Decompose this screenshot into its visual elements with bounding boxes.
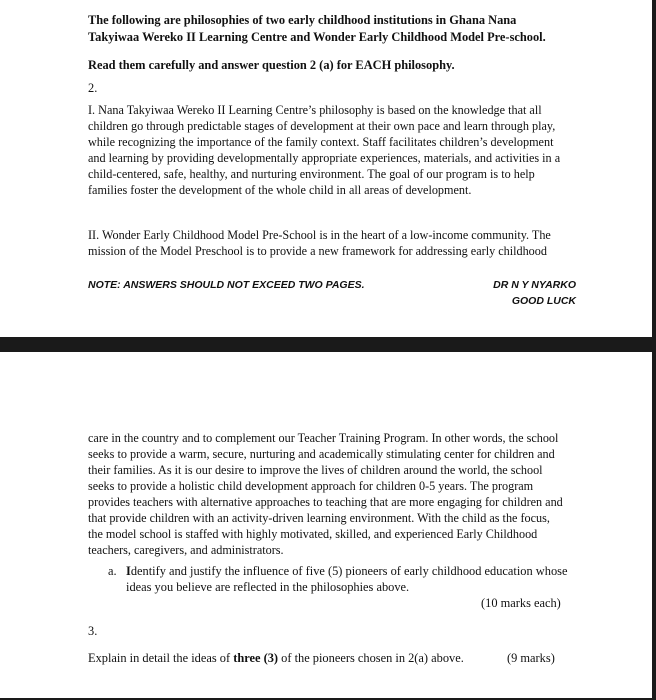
paragraph-line: provides teachers with alternative approaches to teaching that are more engaging for children and	[88, 495, 563, 509]
signature-wish: GOOD LUCK	[511, 295, 576, 307]
paragraph-line: teachers, caregivers, and administrators.	[88, 543, 284, 557]
part-a-rest: dentify and justify the influence of five (5) pioneers of early childhood education whose	[130, 564, 568, 578]
signature-name: DR N Y NYARKO	[493, 279, 576, 291]
question-3-marks: (9 marks)	[507, 651, 555, 665]
part-a-label: a.	[108, 564, 117, 578]
paragraph-line: seeks to provide a warm, secure, nurturing and academically stimulating center for children and	[88, 447, 555, 461]
paragraph-line: while recognizing the importance of the family context. Staff facilitates children’s development	[88, 135, 554, 149]
note-text: NOTE: ANSWERS SHOULD NOT EXCEED TWO PAGES.	[88, 279, 365, 291]
question-3-suffix: of the pioneers chosen in 2(a) above.	[278, 651, 464, 665]
question-3-bold: three (3)	[233, 651, 279, 665]
paragraph-line: that provide children with an activity-driven learning environment. With the child as the focus,	[88, 511, 550, 525]
paragraph-line: mission of the Model Preschool is to provide a new framework for addressing early childhood	[88, 244, 547, 258]
question-2-number: 2.	[88, 81, 98, 95]
paragraph-line: seeks to provide a holistic child development approach for children 0-5 years. The program	[88, 479, 534, 493]
paragraph-line: child-centered, safe, healthy, and nurturing environment. The goal of our program is to help	[88, 167, 535, 181]
question-3-text	[88, 650, 464, 666]
philosophy-one-paragraph	[88, 102, 576, 198]
exam-page-2	[0, 352, 652, 698]
part-a-first-letter: I	[126, 564, 131, 578]
paragraph-line: II. Wonder Early Childhood Model Pre-School is in the heart of a low-income community. The	[88, 228, 551, 242]
part-a-line-2: ideas you believe are reflected in the philosophies above.	[126, 580, 410, 594]
paragraph-line: I. Nana Takyiwaa Wereko II Learning Centre’s philosophy is based on the knowledge that all	[88, 103, 542, 117]
paragraph-line: children go through predictable stages of development at their own pace and learn through play,	[88, 119, 556, 133]
exam-page-1	[0, 0, 652, 337]
intro-line-1: The following are philosophies of two early childhood institutions in Ghana Nana	[88, 13, 517, 27]
philosophy-two-continuation	[88, 430, 576, 558]
instruction-text: Read them carefully and answer question 2 (a) for EACH philosophy.	[88, 58, 455, 72]
philosophy-two-paragraph	[88, 227, 576, 259]
paragraph-line: the model school is staffed with highly motivated, skilled, and experienced Early Childhood	[88, 527, 538, 541]
part-a-line-1	[126, 563, 567, 579]
intro-line-2: Takyiwaa Wereko II Learning Centre and Wonder Early Childhood Model Pre-school.	[88, 30, 546, 44]
question-3-prefix: Explain in detail the ideas of	[88, 651, 234, 665]
question-3-number: 3.	[88, 624, 98, 638]
paragraph-line: their families. As it is our desire to improve the lives of children around the world, the school	[88, 463, 543, 477]
paragraph-line: families foster the development of the whole child in all areas of development.	[88, 183, 472, 197]
paragraph-line: care in the country and to complement our Teacher Training Program. In other words, the school	[88, 431, 559, 445]
paragraph-line: and learning by providing developmentally appropriate experiences, materials, and activities in a	[88, 151, 561, 165]
part-a-marks: (10 marks each)	[481, 596, 561, 610]
